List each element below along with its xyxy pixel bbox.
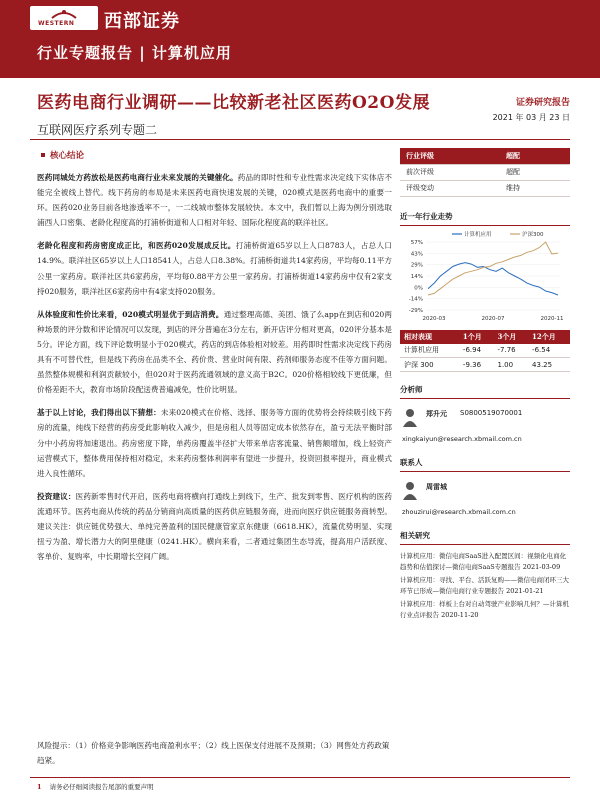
performance-3m: -7.76 xyxy=(493,344,528,358)
paragraph-body: 通过整理高德、美团、饿了么app在到店和020两种场景的评分数和评论情况可以发现，到店的评分普遍在3分左右，新开店评分相对更高，020评分基本是5分。评论方面，线下评论数明显小于020模式，药店的到店体验相对较差。用药即时性需求决定线下药房具有不可替代性，但是线下药房在品类不全、药价贵、营业时间有限、药剂师服务态度不佳等方面问题。虽然整体规模和利润贡献较小，但020对于医药流通领域的意义高于B2C。020价格相较线下更低廉，但价格差距不大，教育市场阶段配送费普遍减免，性价比明显。 xyxy=(37,309,392,395)
core-conclusion-title: 核心结论 xyxy=(50,151,85,161)
paragraph-lead: 投资建议： xyxy=(37,491,76,501)
paragraph-experience xyxy=(37,307,392,398)
analyst-card xyxy=(400,405,570,445)
performance-12m: -6.54 xyxy=(528,344,570,358)
paragraph-body: 未来020模式在价格、选择、服务等方面的优势将会持续吸引线下药房的流量，纯线下经营的药房受此影响收入减少，但是房租人员等固定成本依然存在，盈亏无法平衡时部分中小药房将加速退出。药房密度下降，单药房覆盖半径扩大带来单店客流量、销售额增加，线上轻资产运营模式下，整体费用保持相对稳定，未来药房整体利润率有望进一步提升，投资回报率提升，商业模式进入良性循环。 xyxy=(37,408,393,478)
contact-email[interactable]: zhouzirui@research.xbmail.com.cn xyxy=(402,508,516,516)
paragraph-catalyst xyxy=(37,170,392,230)
paragraph-body: 打浦桥街道65岁以上人口8783人，占总人口14.9%。联洋社区65岁以上人口18541人，占总人口8.38%。打浦桥街道共14家药房，平均每0.11平方公里一家药房。联洋社区共6家药房，平均每0.88平方公里一家药房。打浦桥街道14家药房中仅有2家支持020服务，联洋社区6家药房中有4家支持020服务。 xyxy=(37,241,392,296)
paragraph-lead: 医药同城处方药放松是医药电商行业未来发展的关键催化。 xyxy=(37,173,238,182)
performance-table xyxy=(400,330,570,373)
x-tick-label: 2020-07 xyxy=(481,315,505,322)
title-divider xyxy=(30,139,570,140)
legend-label: 沪深300 xyxy=(522,231,544,238)
page-footer xyxy=(37,782,154,791)
performance-header: 1个月 xyxy=(459,330,494,344)
research-label: 证券研究报告 xyxy=(515,98,570,108)
rating-key: 前次评级 xyxy=(400,164,500,180)
main-content xyxy=(37,148,392,572)
performance-row xyxy=(400,344,570,358)
report-header-band xyxy=(0,0,600,78)
performance-1m: -9.36 xyxy=(459,358,494,372)
rating-value: 超配 xyxy=(500,148,570,164)
brand-name: 西部证券 xyxy=(104,11,180,32)
related-research-item[interactable]: 计算机应用：微信电商SaaS进入配置区间：视频化电商化趋势和估值探讨—微信电商SaaS专题报告 2021-03-09 xyxy=(400,552,567,571)
core-conclusion-heading xyxy=(37,148,392,162)
related-research-heading: 相关研究 xyxy=(400,530,570,545)
performance-header: 12个月 xyxy=(528,330,570,344)
y-tick-label: -14% xyxy=(408,296,423,303)
analyst-email[interactable]: xingkaiyun@research.xbmail.com.cn xyxy=(402,435,522,443)
contact-heading: 联系人 xyxy=(400,457,570,472)
rating-row xyxy=(400,164,570,180)
related-research-item[interactable]: 计算机应用：寻找、平台、活跃复购——微信电商闭环三大环节已形成—微信电商行业专题报告 2021-01-21 xyxy=(400,576,569,595)
performance-header-row xyxy=(400,330,570,344)
related-research-item[interactable]: 计算机应用：样板上台对自动驾驶产业影响几何？—计算机行业点评报告 2020-11-20 xyxy=(400,600,569,619)
paragraph-aging xyxy=(37,238,392,298)
x-tick-label: 2020-03 xyxy=(422,315,446,322)
x-tick-label: 2020-11 xyxy=(540,315,564,322)
footer-divider xyxy=(30,777,570,778)
rating-key: 评级变动 xyxy=(400,180,500,196)
analyst-name: 郑升元 xyxy=(426,409,447,418)
paragraph-investment xyxy=(37,489,392,564)
logo-mark-icon xyxy=(34,8,94,20)
y-tick-label: 43% xyxy=(410,250,423,257)
performance-name: 沪深 300 xyxy=(400,358,459,372)
y-tick-label: 14% xyxy=(410,273,423,280)
performance-1m: -6.94 xyxy=(459,344,494,358)
paragraph-body: 药品的即时性和专业性需求决定线下实体店不能完全被线上替代。线下药房的布局是未来医药电商快速发展的关键，020模式是医药电商中的重要一环。医药020业务目前各地渗透率不一，一二线城市整体发展较快。本文中，我们暂以上海为例分别选取浦西人口密集、老龄化程度高的打浦桥街道和人口相对年轻、国际化程度高的联洋社区。 xyxy=(37,173,393,228)
performance-row xyxy=(400,358,570,372)
performance-header: 相对表现 xyxy=(400,330,459,344)
contact-name: 周雷城 xyxy=(426,482,447,491)
series-line-0 xyxy=(428,262,558,294)
trend-chart xyxy=(400,228,570,324)
chart-title: 近一年行业走势 xyxy=(400,211,570,226)
related-research-list xyxy=(400,551,570,621)
y-tick-label: 0% xyxy=(414,284,423,291)
analyst-license: S0800519070001 xyxy=(460,409,523,417)
y-tick-label: 29% xyxy=(410,262,423,269)
rating-row xyxy=(400,148,570,164)
paragraph-lead: 从体验度和性价比来看，020模式明显优于到店消费。 xyxy=(37,309,224,319)
rating-table xyxy=(400,148,570,197)
rating-key: 行业评级 xyxy=(400,148,500,164)
rating-value: 维持 xyxy=(500,180,570,196)
performance-name: 计算机应用 xyxy=(400,344,459,358)
paragraph-lead: 老龄化程度和药房密度成正比，和医药020发展成反比。 xyxy=(37,241,236,251)
analyst-heading: 分析师 xyxy=(400,384,570,399)
footer-disclaimer: 请务必仔细阅读报告尾部的重要声明 xyxy=(49,783,154,791)
legend-label: 计算机应用 xyxy=(464,231,492,238)
bullet-icon xyxy=(41,153,45,157)
risk-warning: 风险提示：（1）价格竞争影响医药电商盈利水平；（2）线上医保支付进展不及预期；（3）网售处方药政策趋紧。 xyxy=(37,741,390,765)
performance-3m: 1.00 xyxy=(493,358,528,372)
report-series: 互联网医疗系列专题二 xyxy=(37,123,158,137)
performance-header: 3个月 xyxy=(493,330,528,344)
sidebar xyxy=(400,148,570,623)
report-type: 行业专题报告 | 计算机应用 xyxy=(37,44,232,62)
paragraph-body: 医药新零售时代开启，医药电商将横向打通线上到线下，生产、批发到零售、医疗机构的医药流通环节。医药电商从传统的药品分销商向高质量的医药供应链服务商，进而向医疗供应链服务商转型。建议关注：供应链优势强大、单纯完善盈利的国民健康管家京东健康（6618.HK），流量优势明显、实现扭亏为盈、增长潜力大的阿里健康（0241.HK）。横向来看，二者通过集团生态导流，提高用户活跃度、客单价、复购率，中长期增长空间广阔。 xyxy=(37,491,393,562)
contact-card xyxy=(400,478,570,518)
paragraph-lead: 基于以上讨论，我们得出以下猜想： xyxy=(37,408,161,418)
person-icon xyxy=(402,480,418,500)
person-icon xyxy=(402,407,418,427)
report-title: 医药电商行业调研——比较新老社区医药O2O发展 xyxy=(37,93,430,113)
y-tick-label: -29% xyxy=(408,307,423,314)
rating-value: 超配 xyxy=(500,164,570,180)
paragraph-hypothesis xyxy=(37,405,392,480)
performance-12m: 43.25 xyxy=(528,358,570,372)
report-date: 2021 年 03 月 23 日 xyxy=(492,113,570,122)
y-tick-label: 57% xyxy=(410,239,423,246)
company-logo xyxy=(30,6,98,30)
page-number: 1 xyxy=(37,783,42,791)
trend-chart-svg xyxy=(400,228,570,324)
rating-row xyxy=(400,180,570,196)
logo-label: WESTERN xyxy=(38,20,75,27)
